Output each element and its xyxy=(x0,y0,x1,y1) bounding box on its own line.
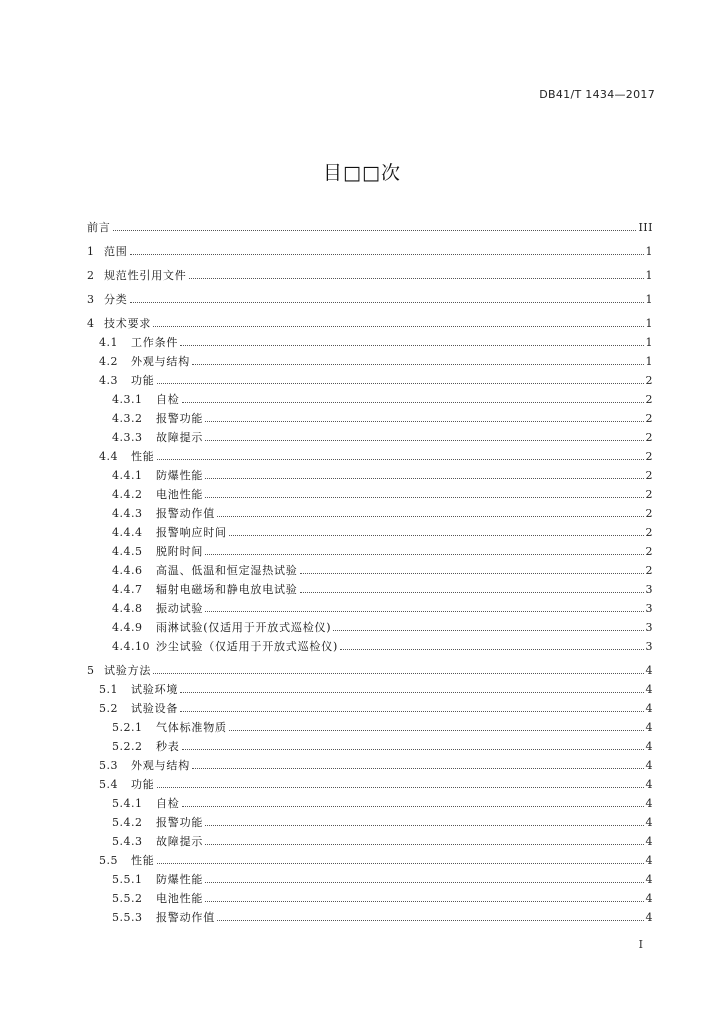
toc-entry-page: 4 xyxy=(645,778,653,791)
toc-entry-page: 4 xyxy=(645,911,653,924)
toc-entry-number: 4.3.3 xyxy=(112,431,143,444)
toc-entry[interactable] xyxy=(87,635,653,654)
toc-entry-page: 4 xyxy=(645,835,653,848)
toc-dot-leader xyxy=(182,748,644,750)
toc-dot-leader xyxy=(217,919,644,921)
toc-entry-number: 4.4.2 xyxy=(112,488,143,501)
toc-entry-title: 试验方法 xyxy=(104,664,152,677)
toc-entry-page: 1 xyxy=(645,317,653,330)
toc-entry-number: 5.4 xyxy=(99,778,118,791)
toc-entry-number: 4.4.6 xyxy=(112,564,143,577)
toc-entry-title: 振动试验 xyxy=(156,602,204,615)
toc-dot-leader xyxy=(182,805,644,807)
toc-entry[interactable] xyxy=(87,849,653,868)
toc-entry-page: 2 xyxy=(645,488,653,501)
toc-dot-leader xyxy=(205,553,643,555)
toc-entry-title: 气体标准物质 xyxy=(156,721,227,734)
toc-entry-title: 规范性引用文件 xyxy=(104,269,187,282)
toc-entry[interactable] xyxy=(87,350,653,369)
toc-dot-leader xyxy=(300,572,644,574)
toc-entry-title: 报警动作值 xyxy=(156,507,215,520)
toc-entry-page: 3 xyxy=(645,602,653,615)
toc-entry-number: 4.4.7 xyxy=(112,583,143,596)
toc-entry[interactable] xyxy=(87,735,653,754)
toc-entry-number: 4.4 xyxy=(99,450,118,463)
standard-code: DB41/T 1434—2017 xyxy=(539,88,655,101)
toc-entry-number: 5.2.1 xyxy=(112,721,143,734)
toc-entry-number: 5.1 xyxy=(99,683,118,696)
toc-entry-page: 1 xyxy=(645,336,653,349)
toc-dot-leader xyxy=(157,862,644,864)
toc-entry[interactable] xyxy=(87,811,653,830)
toc-entry-number: 5.5 xyxy=(99,854,118,867)
toc-entry-page: 2 xyxy=(645,545,653,558)
toc-entry[interactable] xyxy=(87,445,653,464)
toc-entry-number: 4.4.8 xyxy=(112,602,143,615)
toc-dot-leader xyxy=(300,591,644,593)
toc-entry-number: 3 xyxy=(87,293,95,306)
toc-entry-number: 4.4.4 xyxy=(112,526,143,539)
toc-entry[interactable] xyxy=(87,288,653,307)
toc-entry-page: 1 xyxy=(645,293,653,306)
toc-dot-leader xyxy=(205,496,643,498)
toc-dot-leader xyxy=(205,843,643,845)
toc-entry[interactable] xyxy=(87,868,653,887)
toc-entry-title: 报警功能 xyxy=(156,816,204,829)
toc-entry-number: 5.2.2 xyxy=(112,740,143,753)
toc-entry-page: 1 xyxy=(645,355,653,368)
toc-entry-title: 试验设备 xyxy=(131,702,179,715)
toc-entry-title: 自检 xyxy=(156,393,180,406)
toc-dot-leader xyxy=(217,515,644,517)
toc-entry-number: 4.3.1 xyxy=(112,393,143,406)
toc-dot-leader xyxy=(333,629,643,631)
toc-entry-page: 3 xyxy=(645,583,653,596)
toc-entry-number: 4.4.3 xyxy=(112,507,143,520)
toc-dot-leader xyxy=(205,900,643,902)
toc-entry-page: 2 xyxy=(645,374,653,387)
table-of-contents xyxy=(87,216,653,925)
toc-entry-number: 4.4.9 xyxy=(112,621,143,634)
toc-entry[interactable] xyxy=(87,792,653,811)
toc-entry[interactable] xyxy=(87,426,653,445)
toc-entry[interactable] xyxy=(87,830,653,849)
toc-dot-leader xyxy=(205,824,643,826)
toc-dot-leader xyxy=(192,363,644,365)
toc-entry-number: 5.5.3 xyxy=(112,911,143,924)
toc-entry-title: 前言 xyxy=(87,221,111,234)
toc-entry[interactable] xyxy=(87,369,653,388)
page-number: I xyxy=(638,938,643,951)
toc-entry-title: 电池性能 xyxy=(156,488,204,501)
toc-dot-leader xyxy=(130,301,644,303)
toc-dot-leader xyxy=(205,439,643,441)
toc-entry-page: 4 xyxy=(645,892,653,905)
toc-entry-page: 2 xyxy=(645,431,653,444)
toc-entry-title: 技术要求 xyxy=(104,317,152,330)
toc-entry[interactable] xyxy=(87,312,653,331)
toc-entry-page: 2 xyxy=(645,469,653,482)
toc-dot-leader xyxy=(153,672,643,674)
toc-entry-number: 4.4.10 xyxy=(112,640,150,653)
toc-entry-page: 4 xyxy=(645,759,653,772)
toc-entry[interactable] xyxy=(87,616,653,635)
toc-entry-number: 2 xyxy=(87,269,95,282)
toc-entry-number: 4 xyxy=(87,317,95,330)
toc-entry-title: 故障提示 xyxy=(156,431,204,444)
toc-entry-title: 防爆性能 xyxy=(156,873,204,886)
toc-entry-number: 5.4.1 xyxy=(112,797,143,810)
toc-entry[interactable] xyxy=(87,388,653,407)
toc-entry-page: 1 xyxy=(645,245,653,258)
toc-entry-number: 5.5.1 xyxy=(112,873,143,886)
toc-entry-title: 电池性能 xyxy=(156,892,204,905)
toc-dot-leader xyxy=(229,534,644,536)
toc-entry-number: 4.4.5 xyxy=(112,545,143,558)
toc-entry[interactable] xyxy=(87,240,653,259)
toc-entry-number: 5.4.2 xyxy=(112,816,143,829)
toc-dot-leader xyxy=(157,458,644,460)
toc-entry-title: 工作条件 xyxy=(131,336,179,349)
toc-entry-page: 4 xyxy=(645,721,653,734)
toc-entry-title: 外观与结构 xyxy=(131,759,190,772)
toc-entry-page: 2 xyxy=(645,526,653,539)
toc-entry-title: 故障提示 xyxy=(156,835,204,848)
toc-dot-leader xyxy=(205,881,643,883)
toc-entry-page: 4 xyxy=(645,797,653,810)
toc-entry-page: 2 xyxy=(645,564,653,577)
toc-entry-number: 4.4.1 xyxy=(112,469,143,482)
toc-entry[interactable] xyxy=(87,773,653,792)
toc-entry[interactable] xyxy=(87,216,653,235)
toc-entry-title: 防爆性能 xyxy=(156,469,204,482)
toc-entry-page: 4 xyxy=(645,854,653,867)
toc-entry-title: 雨淋试验(仅适用于开放式巡检仪) xyxy=(156,621,332,634)
toc-entry[interactable] xyxy=(87,559,653,578)
toc-entry-number: 1 xyxy=(87,245,95,258)
toc-dot-leader xyxy=(189,277,644,279)
toc-entry[interactable] xyxy=(87,540,653,559)
toc-entry-page: 4 xyxy=(645,683,653,696)
toc-entry-title: 自检 xyxy=(156,797,180,810)
toc-entry-page: 4 xyxy=(645,664,653,677)
toc-dot-leader xyxy=(205,610,643,612)
toc-entry[interactable] xyxy=(87,906,653,925)
toc-entry-title: 功能 xyxy=(131,374,155,387)
toc-entry-title: 脱附时间 xyxy=(156,545,204,558)
toc-dot-leader xyxy=(182,401,644,403)
toc-dot-leader xyxy=(157,382,644,384)
toc-entry[interactable] xyxy=(87,578,653,597)
toc-entry-title: 沙尘试验（仅适用于开放式巡检仪) xyxy=(156,640,339,653)
toc-entry[interactable] xyxy=(87,678,653,697)
toc-entry[interactable] xyxy=(87,264,653,283)
toc-entry-number: 5.3 xyxy=(99,759,118,772)
toc-entry-title: 报警响应时间 xyxy=(156,526,227,539)
toc-entry-number: 5 xyxy=(87,664,95,677)
toc-entry-title: 外观与结构 xyxy=(131,355,190,368)
toc-dot-leader xyxy=(113,229,637,231)
toc-entry[interactable] xyxy=(87,887,653,906)
toc-dot-leader xyxy=(340,648,643,650)
toc-entry[interactable] xyxy=(87,331,653,350)
toc-entry-page: 2 xyxy=(645,507,653,520)
toc-entry-page: 2 xyxy=(645,450,653,463)
toc-dot-leader xyxy=(180,344,643,346)
toc-entry-title: 功能 xyxy=(131,778,155,791)
toc-entry[interactable] xyxy=(87,697,653,716)
toc-entry-title: 性能 xyxy=(131,450,155,463)
toc-entry-page: 4 xyxy=(645,702,653,715)
toc-entry[interactable] xyxy=(87,716,653,735)
toc-entry-title: 范围 xyxy=(104,245,128,258)
toc-entry-title: 报警功能 xyxy=(156,412,204,425)
toc-entry-number: 4.2 xyxy=(99,355,118,368)
toc-entry-page: 4 xyxy=(645,740,653,753)
toc-dot-leader xyxy=(153,325,643,327)
toc-dot-leader xyxy=(205,420,643,422)
toc-dot-leader xyxy=(157,786,644,788)
toc-entry-number: 5.4.3 xyxy=(112,835,143,848)
toc-entry[interactable] xyxy=(87,597,653,616)
toc-entry-number: 4.3 xyxy=(99,374,118,387)
toc-entry-page: 4 xyxy=(645,873,653,886)
toc-entry[interactable] xyxy=(87,464,653,483)
toc-entry[interactable] xyxy=(87,483,653,502)
toc-dot-leader xyxy=(180,710,643,712)
toc-entry-page: 2 xyxy=(645,412,653,425)
toc-dot-leader xyxy=(205,477,643,479)
toc-dot-leader xyxy=(130,253,644,255)
toc-entry-page: 4 xyxy=(645,816,653,829)
toc-entry-page: 3 xyxy=(645,640,653,653)
toc-entry-title: 高温、低温和恒定湿热试验 xyxy=(156,564,298,577)
toc-entry-number: 4.1 xyxy=(99,336,118,349)
toc-entry-number: 4.3.2 xyxy=(112,412,143,425)
toc-title: 目□□次 xyxy=(323,162,401,184)
toc-entry-number: 5.2 xyxy=(99,702,118,715)
toc-entry[interactable] xyxy=(87,521,653,540)
toc-entry[interactable] xyxy=(87,659,653,678)
toc-entry[interactable] xyxy=(87,754,653,773)
toc-dot-leader xyxy=(180,691,643,693)
toc-dot-leader xyxy=(229,729,644,731)
toc-entry-title: 报警动作值 xyxy=(156,911,215,924)
toc-entry-title: 秒表 xyxy=(156,740,180,753)
toc-entry-title: 试验环境 xyxy=(131,683,179,696)
toc-entry-title: 辐射电磁场和静电放电试验 xyxy=(156,583,298,596)
toc-entry-page: 1 xyxy=(645,269,653,282)
toc-entry[interactable] xyxy=(87,502,653,521)
toc-entry[interactable] xyxy=(87,407,653,426)
toc-entry-page: III xyxy=(638,221,653,234)
toc-entry-number: 5.5.2 xyxy=(112,892,143,905)
toc-entry-page: 3 xyxy=(645,621,653,634)
toc-entry-title: 性能 xyxy=(131,854,155,867)
toc-entry-title: 分类 xyxy=(104,293,128,306)
toc-entry-page: 2 xyxy=(645,393,653,406)
toc-dot-leader xyxy=(192,767,644,769)
